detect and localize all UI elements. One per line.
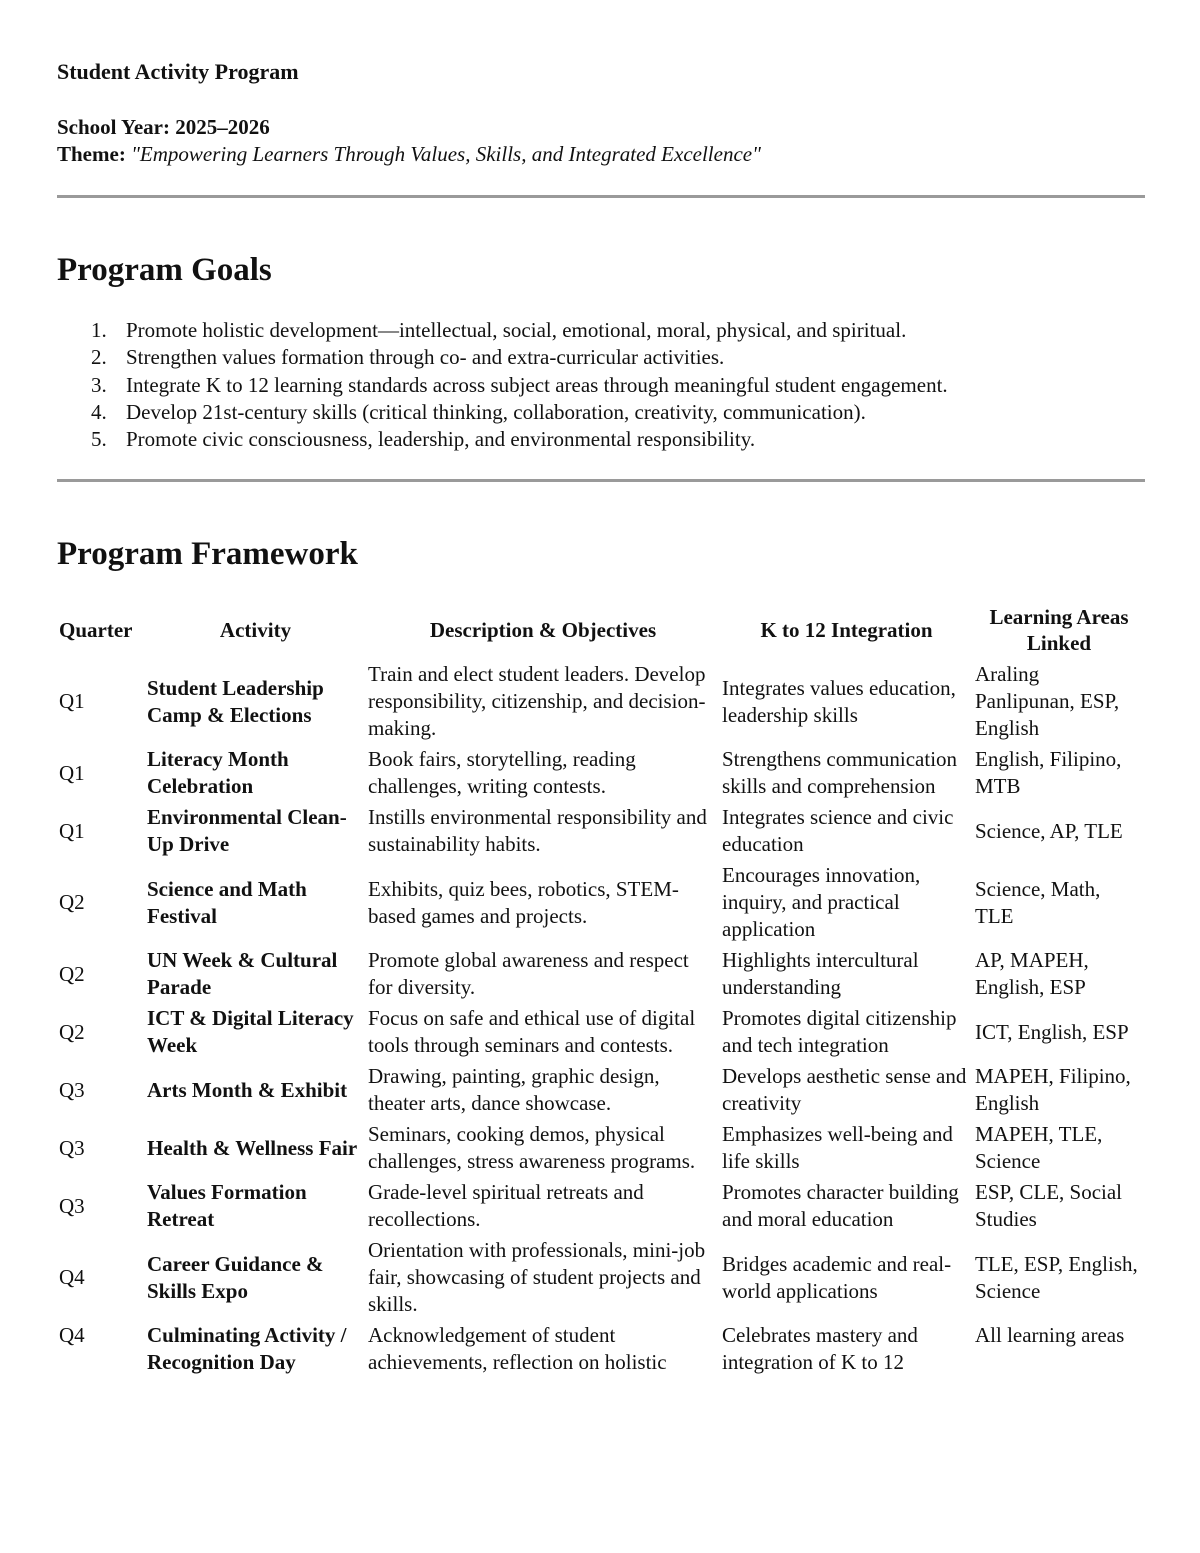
learning-areas-cell: Science, AP, TLE <box>975 818 1123 843</box>
description-cell: Orientation with professionals, mini-job fair, showcasing of student projects and skills. <box>368 1238 706 1316</box>
description-cell: Book fairs, storytelling, reading challenges, writing contests. <box>368 747 636 798</box>
integration-cell: Strengthens communication skills and comprehension <box>722 747 958 798</box>
learning-areas-cell: ESP, CLE, Social Studies <box>975 1180 1123 1231</box>
school-year-value: 2025–2026 <box>175 115 270 139</box>
list-number: 4. <box>91 399 107 424</box>
quarter-cell: Q4 <box>59 1323 85 1347</box>
activity-cell: Science and Math Festival <box>147 876 307 928</box>
learning-areas-cell: English, Filipino, MTB <box>975 747 1122 798</box>
list-text: Promote civic consciousness, leadership, and environmental responsibility. <box>126 427 756 452</box>
table-row <box>57 1178 1145 1236</box>
table-row <box>57 660 1145 745</box>
quarter-cell: Q3 <box>59 1077 85 1102</box>
table-row <box>57 745 1145 803</box>
list-number: 3. <box>91 372 107 397</box>
learning-areas-cell: Araling Panlipunan, ESP, English <box>975 662 1120 740</box>
table-row <box>57 803 1145 861</box>
column-header-activity: Activity <box>219 618 292 642</box>
activity-cell: Health & Wellness Fair <box>147 1135 358 1160</box>
list-text: Strengthen values formation through co- and extra-curricular activities. <box>126 345 725 370</box>
integration-cell: Integrates science and civic education <box>722 805 954 856</box>
school-year-label: School Year: <box>57 115 170 139</box>
learning-areas-cell: All learning areas <box>975 1323 1125 1347</box>
quarter-cell: Q4 <box>59 1265 85 1289</box>
table-row <box>57 861 1145 946</box>
column-header-learning-areas: Learning Areas Linked <box>989 605 1129 655</box>
integration-cell: Emphasizes well-being and life skills <box>722 1122 953 1173</box>
description-cell: Focus on safe and ethical use of digital tools through seminars and contests. <box>368 1006 696 1057</box>
program-framework-heading: Program Framework <box>57 536 358 572</box>
integration-cell: Promotes character building and moral education <box>722 1180 959 1231</box>
integration-cell: Encourages innovation, inquiry, and practical application <box>722 863 921 941</box>
activity-cell: Values Formation Retreat <box>147 1180 307 1231</box>
description-cell: Drawing, painting, graphic design, theater arts, dance showcase. <box>368 1064 660 1115</box>
integration-cell: Integrates values education, leadership skills <box>722 675 956 727</box>
integration-cell: Bridges academic and real-world applications <box>722 1251 952 1303</box>
table-row <box>57 1321 1145 1379</box>
integration-cell: Celebrates mastery and integration of K to 12 <box>722 1323 918 1374</box>
list-item <box>57 344 948 371</box>
divider <box>57 195 1145 198</box>
table-header-row <box>57 602 1145 660</box>
list-number: 2. <box>91 345 107 370</box>
theme-label: Theme: <box>57 142 126 166</box>
learning-areas-cell: AP, MAPEH, English, ESP <box>975 948 1089 999</box>
school-year-line <box>57 114 270 141</box>
list-item <box>57 426 948 453</box>
list-item <box>57 372 948 399</box>
activity-cell: Culminating Activity / Recognition Day <box>147 1323 347 1374</box>
list-item <box>57 399 948 426</box>
list-text: Develop 21st-century skills (critical thinking, collaboration, creativity, communication). <box>126 399 866 424</box>
learning-areas-cell: TLE, ESP, English, Science <box>975 1251 1138 1303</box>
integration-cell: Promotes digital citizenship and tech integration <box>722 1006 957 1057</box>
table-row <box>57 1236 1145 1321</box>
theme-line <box>57 141 761 168</box>
learning-areas-cell: ICT, English, ESP <box>975 1019 1129 1044</box>
table-row <box>57 946 1145 1004</box>
quarter-cell: Q1 <box>59 818 85 843</box>
activity-cell: Environmental Clean-Up Drive <box>147 805 347 856</box>
description-cell: Grade-level spiritual retreats and recollections. <box>368 1180 644 1231</box>
quarter-cell: Q2 <box>59 890 85 914</box>
list-number: 5. <box>91 427 107 452</box>
divider <box>57 479 1145 482</box>
integration-cell: Develops aesthetic sense and creativity <box>722 1064 967 1115</box>
quarter-cell: Q1 <box>59 760 85 785</box>
quarter-cell: Q1 <box>59 689 85 713</box>
table-row <box>57 1004 1145 1062</box>
quarter-cell: Q2 <box>59 961 85 986</box>
description-cell: Train and elect student leaders. Develop responsibility, citizenship, and decision-making. <box>368 662 706 740</box>
list-item <box>57 317 948 344</box>
table-row <box>57 1120 1145 1178</box>
description-cell: Acknowledgement of student achievements, reflection on holistic <box>368 1323 667 1374</box>
activity-cell: Career Guidance & Skills Expo <box>147 1251 324 1303</box>
learning-areas-cell: MAPEH, Filipino, English <box>975 1064 1131 1115</box>
goals-list <box>57 317 948 453</box>
quarter-cell: Q3 <box>59 1193 85 1218</box>
quarter-cell: Q2 <box>59 1019 85 1044</box>
table-row <box>57 1062 1145 1120</box>
list-number: 1. <box>91 318 107 342</box>
theme-value: "Empowering Learners Through Values, Skills, and Integrated Excellence" <box>131 142 761 166</box>
quarter-cell: Q3 <box>59 1135 85 1160</box>
document-title: Student Activity Program <box>57 59 299 84</box>
column-header-integration: K to 12 Integration <box>760 618 933 642</box>
activity-cell: ICT & Digital Literacy Week <box>147 1006 354 1057</box>
framework-table <box>57 602 1145 1379</box>
column-header-quarter: Quarter <box>59 618 133 642</box>
activity-cell: Arts Month & Exhibit <box>147 1077 348 1102</box>
program-goals-heading: Program Goals <box>57 252 272 288</box>
description-cell: Exhibits, quiz bees, robotics, STEM-based games and projects. <box>368 876 679 928</box>
integration-cell: Highlights intercultural understanding <box>722 948 919 999</box>
list-text: Integrate K to 12 learning standards across subject areas through meaningful student engagement. <box>126 372 948 397</box>
description-cell: Promote global awareness and respect for diversity. <box>368 948 689 999</box>
column-header-description: Description & Objectives <box>429 618 657 642</box>
activity-cell: Literacy Month Celebration <box>147 747 289 798</box>
activity-cell: Student Leadership Camp & Elections <box>147 675 324 727</box>
description-cell: Seminars, cooking demos, physical challenges, stress awareness programs. <box>368 1122 696 1173</box>
description-cell: Instills environmental responsibility and sustainability habits. <box>368 805 707 856</box>
learning-areas-cell: MAPEH, TLE, Science <box>975 1122 1103 1173</box>
list-text: Promote holistic development—intellectual, social, emotional, moral, physical, and spiritual. <box>126 318 907 342</box>
learning-areas-cell: Science, Math, TLE <box>975 876 1101 928</box>
activity-cell: UN Week & Cultural Parade <box>147 948 338 999</box>
